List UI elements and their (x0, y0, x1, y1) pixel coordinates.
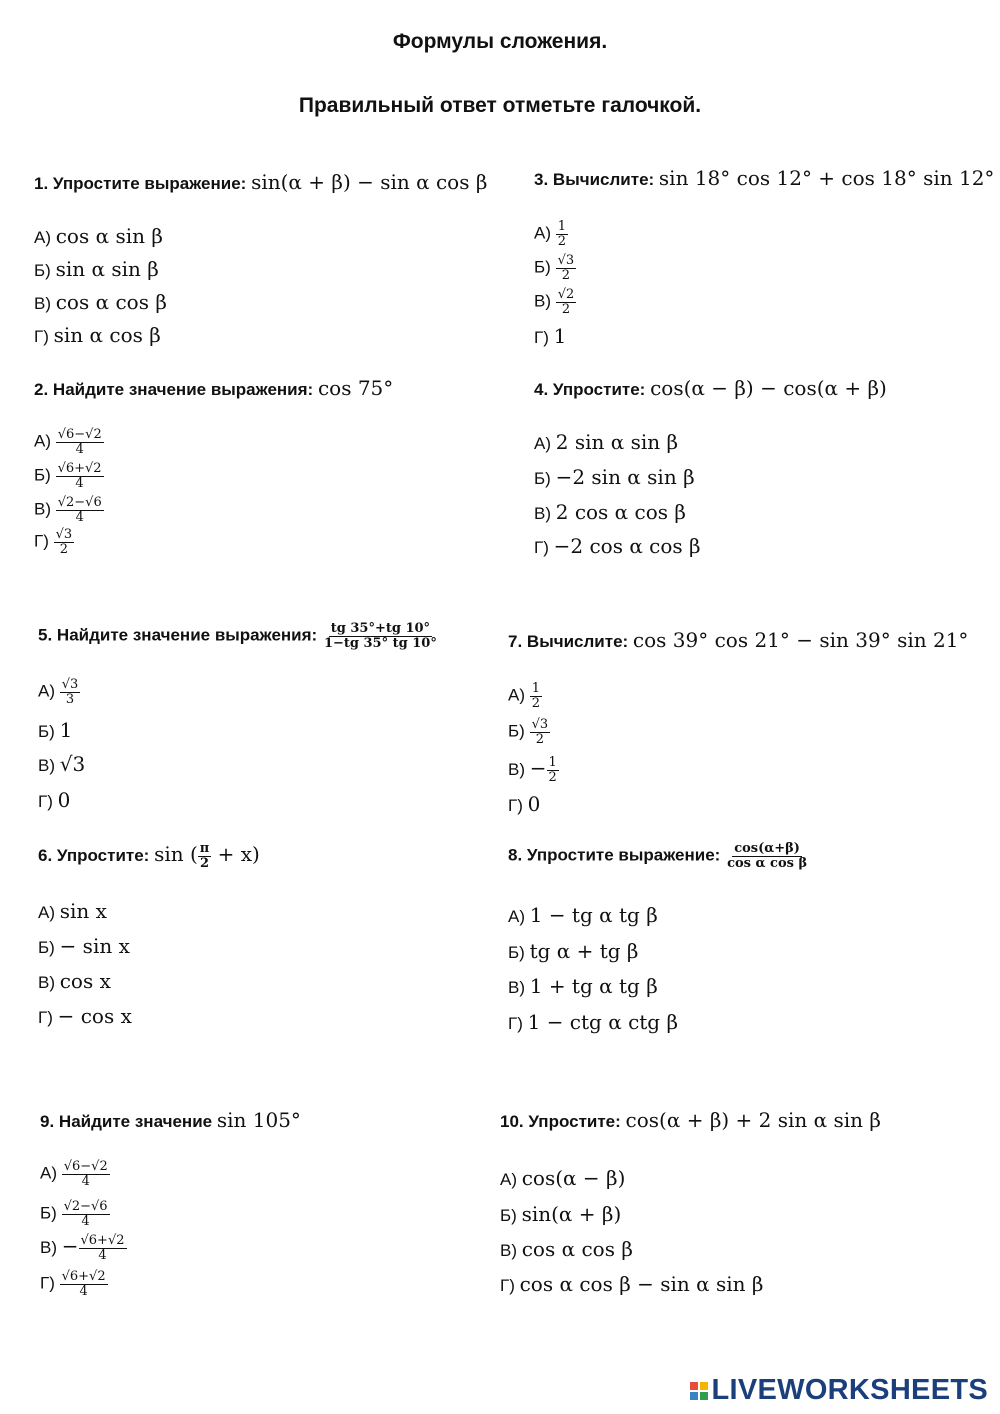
answer-option[interactable] (534, 500, 686, 524)
question-10-heading (500, 1108, 881, 1132)
option-value: cos α cos β − sin α sin β (519, 1272, 764, 1296)
option-fraction (56, 496, 104, 524)
denominator: 4 (81, 1173, 90, 1189)
answer-option[interactable] (40, 1270, 108, 1298)
option-value: − sin x (59, 934, 130, 958)
expression-fraction (198, 842, 212, 870)
numerator: cos(α+β) (734, 841, 800, 856)
option-value: 1 + tg α tg β (529, 974, 658, 998)
answer-option[interactable] (508, 682, 542, 710)
answer-option[interactable] (34, 224, 163, 248)
question-text: Найдите значение выражения: (52, 380, 314, 399)
answer-option[interactable] (40, 1234, 127, 1263)
answer-option[interactable] (38, 788, 70, 812)
option-value: sin(α + β) (521, 1202, 622, 1226)
denominator: 4 (75, 441, 84, 457)
answer-option[interactable] (508, 792, 540, 816)
option-label: А) (34, 228, 51, 247)
question-text: Вычислите: (552, 170, 655, 189)
option-label: В) (34, 294, 51, 313)
numerator: √3 (557, 253, 575, 268)
question-number: 4. (534, 380, 549, 399)
question-expression: cos 39° cos 21° − sin 39° sin 21° (632, 628, 969, 652)
numerator: √2 (557, 287, 575, 302)
option-value: cos α sin β (55, 224, 163, 248)
option-label: Б) (500, 1206, 517, 1225)
option-label: Г) (534, 538, 549, 557)
answer-option[interactable] (508, 718, 550, 746)
instruction: Правильный ответ отметьте галочкой. (298, 94, 702, 117)
denominator: 2 (200, 856, 210, 872)
question-number: 8. (508, 845, 523, 865)
option-fraction (530, 682, 542, 710)
numerator: √6−√2 (57, 427, 102, 442)
option-value: √3 (59, 752, 86, 776)
answer-option[interactable] (500, 1272, 763, 1296)
option-value: sin α cos β (53, 323, 161, 347)
option-label: Г) (38, 1008, 53, 1027)
answer-option[interactable] (534, 254, 576, 282)
numerator: √3 (61, 677, 79, 692)
denominator: 4 (81, 1213, 90, 1229)
expression-prefix: sin ( (154, 842, 198, 866)
denominator: 4 (75, 509, 84, 525)
answer-option[interactable] (34, 496, 104, 524)
question-4-heading (534, 376, 887, 400)
option-label: А) (38, 903, 55, 922)
option-label: Б) (534, 257, 551, 277)
expression-suffix: + x) (211, 842, 260, 866)
answer-option[interactable] (508, 974, 658, 998)
option-value: cos α cos β (55, 290, 167, 314)
question-3-heading (534, 166, 994, 190)
answer-option[interactable] (34, 257, 159, 281)
logo-icon (690, 1382, 708, 1400)
option-label: В) (500, 1241, 517, 1260)
option-value: 1 − ctg α ctg β (527, 1010, 679, 1034)
numerator: π (199, 841, 210, 857)
option-value: 2 sin α sin β (555, 430, 679, 454)
option-fraction (54, 528, 75, 556)
question-5-heading (38, 622, 439, 650)
option-value: − cos x (57, 1004, 132, 1028)
question-expression: cos(α + β) + 2 sin α sin β (625, 1108, 881, 1132)
answer-option[interactable] (40, 1200, 110, 1228)
option-value: 1 (553, 324, 567, 348)
question-number: 3. (534, 170, 549, 189)
option-value: cos(α − β) (521, 1166, 626, 1190)
logo-block (690, 1382, 698, 1390)
numerator: √6+√2 (61, 1269, 106, 1284)
answer-option[interactable] (500, 1237, 633, 1261)
option-fraction (556, 288, 577, 316)
option-sign: − (61, 1234, 79, 1258)
question-text: Найдите значение выражения: (56, 625, 318, 645)
answer-option[interactable] (38, 1004, 132, 1028)
question-text: Найдите значение (58, 1112, 213, 1131)
logo-block (700, 1392, 708, 1400)
option-value: cos α cos β (521, 1237, 633, 1261)
question-number: 5. (38, 625, 53, 645)
option-value: tg α + tg β (529, 939, 639, 963)
numerator: √3 (531, 717, 549, 732)
numerator: tg 35°+tg 10° (330, 621, 431, 636)
denominator: cos α cos β (727, 855, 808, 871)
denominator: 2 (561, 301, 571, 317)
question-number: 1. (34, 174, 49, 193)
denominator: 4 (75, 475, 84, 491)
answer-option[interactable] (40, 1160, 110, 1188)
answer-option[interactable] (508, 756, 559, 785)
question-expression: sin(α + β) − sin α cos β (251, 170, 488, 194)
denominator: 2 (548, 770, 557, 786)
option-label: В) (508, 760, 525, 779)
option-sign: − (529, 756, 547, 780)
answer-option[interactable] (508, 1010, 678, 1034)
question-1-heading (34, 170, 487, 194)
answer-option[interactable] (534, 534, 701, 558)
option-label: Б) (508, 721, 525, 741)
question-expression: cos(α − β) − cos(α + β) (650, 376, 887, 400)
option-label: Б) (38, 938, 55, 957)
answer-option[interactable] (34, 290, 167, 314)
option-label: Б) (40, 1203, 57, 1223)
answer-option[interactable] (34, 462, 104, 490)
option-value: sin x (59, 899, 107, 923)
page-title: Формулы сложения. (392, 30, 608, 53)
numerator: √6−√2 (63, 1159, 108, 1174)
option-value: −2 cos α cos β (553, 534, 701, 558)
numerator: √6+√2 (57, 461, 102, 476)
denominator: 4 (79, 1283, 88, 1299)
option-value: cos x (59, 969, 111, 993)
answer-option[interactable] (508, 939, 639, 963)
question-number: 6. (38, 846, 53, 865)
denominator: 4 (98, 1248, 107, 1264)
option-label: Г) (38, 792, 53, 811)
answer-option[interactable] (534, 220, 568, 248)
question-2-heading (34, 376, 393, 400)
option-label: Б) (34, 465, 51, 485)
numerator: √2−√6 (63, 1199, 108, 1214)
question-number: 9. (40, 1112, 55, 1131)
denominator: 2 (59, 541, 69, 557)
option-label: Г) (534, 328, 549, 347)
option-fraction (56, 428, 104, 456)
option-label: А) (508, 907, 525, 926)
question-expression: cos 75° (317, 376, 394, 400)
denominator: 1−tg 35° tg 10° (323, 635, 437, 651)
option-fraction (56, 462, 104, 490)
option-label: В) (508, 978, 525, 997)
logo-block (700, 1382, 708, 1390)
question-text: Упростите выражение: (52, 174, 247, 193)
question-number: 7. (508, 632, 523, 651)
answer-option[interactable] (38, 678, 80, 706)
denominator: 2 (531, 695, 541, 711)
answer-option[interactable] (34, 528, 74, 556)
option-value: sin α sin β (55, 257, 159, 281)
option-label: В) (534, 291, 551, 311)
option-label: В) (38, 973, 55, 992)
numerator: 1 (557, 219, 567, 234)
numerator: 1 (531, 681, 541, 696)
denominator: 2 (557, 233, 567, 249)
option-label: Г) (34, 531, 49, 551)
option-fraction (60, 1270, 108, 1298)
option-label: Б) (38, 722, 55, 741)
question-8-heading (508, 842, 809, 870)
option-value: 1 − tg α tg β (529, 903, 658, 927)
answer-option[interactable] (38, 899, 107, 923)
question-text: Упростите выражение: (526, 845, 721, 865)
option-label: Б) (534, 469, 551, 488)
option-value: −2 sin α sin β (555, 465, 695, 489)
answer-option[interactable] (508, 903, 658, 927)
option-value: 1 (59, 718, 73, 742)
answer-option[interactable] (500, 1202, 621, 1226)
answer-option[interactable] (534, 465, 695, 489)
answer-option[interactable] (534, 324, 566, 348)
option-fraction (547, 756, 559, 784)
question-expression: sin 18° cos 12° + cos 18° sin 12° (658, 166, 995, 190)
answer-option[interactable] (38, 752, 85, 776)
option-label: В) (34, 499, 51, 519)
question-6-heading (38, 842, 260, 871)
answer-option[interactable] (38, 718, 72, 742)
option-label: А) (38, 681, 55, 701)
numerator: √6+√2 (80, 1233, 125, 1249)
option-label: А) (534, 223, 551, 243)
answer-option[interactable] (34, 323, 161, 347)
option-value: 0 (527, 792, 541, 816)
option-label: Г) (500, 1276, 515, 1295)
denominator: 3 (65, 691, 75, 707)
numerator: √3 (55, 527, 73, 542)
option-label: Б) (508, 943, 525, 962)
option-label: Г) (34, 327, 49, 346)
option-label: Г) (508, 796, 523, 815)
logo-block (690, 1392, 698, 1400)
liveworksheets-logo (690, 1374, 989, 1407)
answer-option[interactable] (500, 1166, 625, 1190)
option-fraction (79, 1234, 127, 1262)
option-label: А) (34, 431, 51, 451)
option-label: В) (38, 756, 55, 775)
option-label: А) (500, 1170, 517, 1189)
option-label: Г) (40, 1273, 55, 1293)
answer-option[interactable] (38, 934, 130, 958)
logo-text: LIVEWORKSHEETS (711, 1374, 988, 1406)
option-fraction (556, 220, 568, 248)
answer-option[interactable] (38, 969, 111, 993)
option-label: Г) (508, 1014, 523, 1033)
denominator: 2 (535, 731, 544, 747)
option-value: 0 (57, 788, 71, 812)
denominator: 2 (561, 267, 570, 283)
option-label: А) (40, 1163, 57, 1183)
expression-fraction (322, 622, 439, 650)
question-number: 2. (34, 380, 49, 399)
answer-option[interactable] (534, 288, 576, 316)
question-expression: sin 105° (216, 1108, 301, 1132)
question-9-heading (40, 1108, 301, 1132)
expression-fraction (725, 842, 809, 870)
answer-option[interactable] (534, 430, 678, 454)
option-label: Б) (34, 261, 51, 280)
question-7-heading (508, 628, 968, 652)
option-fraction (556, 254, 577, 282)
option-fraction (62, 1160, 110, 1188)
option-value: 2 cos α cos β (555, 500, 686, 524)
option-fraction (60, 678, 81, 706)
option-label: В) (534, 504, 551, 523)
option-fraction (530, 718, 551, 746)
option-label: А) (508, 685, 525, 705)
question-text: Упростите: (528, 1112, 621, 1131)
question-text: Упростите: (552, 380, 646, 399)
option-fraction (62, 1200, 110, 1228)
numerator: √2−√6 (57, 495, 102, 510)
question-text: Вычислите: (526, 632, 629, 651)
question-text: Упростите: (56, 846, 150, 865)
answer-option[interactable] (34, 428, 104, 456)
option-label: В) (40, 1238, 57, 1257)
question-number: 10. (500, 1112, 524, 1131)
numerator: 1 (548, 755, 557, 771)
option-label: А) (534, 434, 551, 453)
